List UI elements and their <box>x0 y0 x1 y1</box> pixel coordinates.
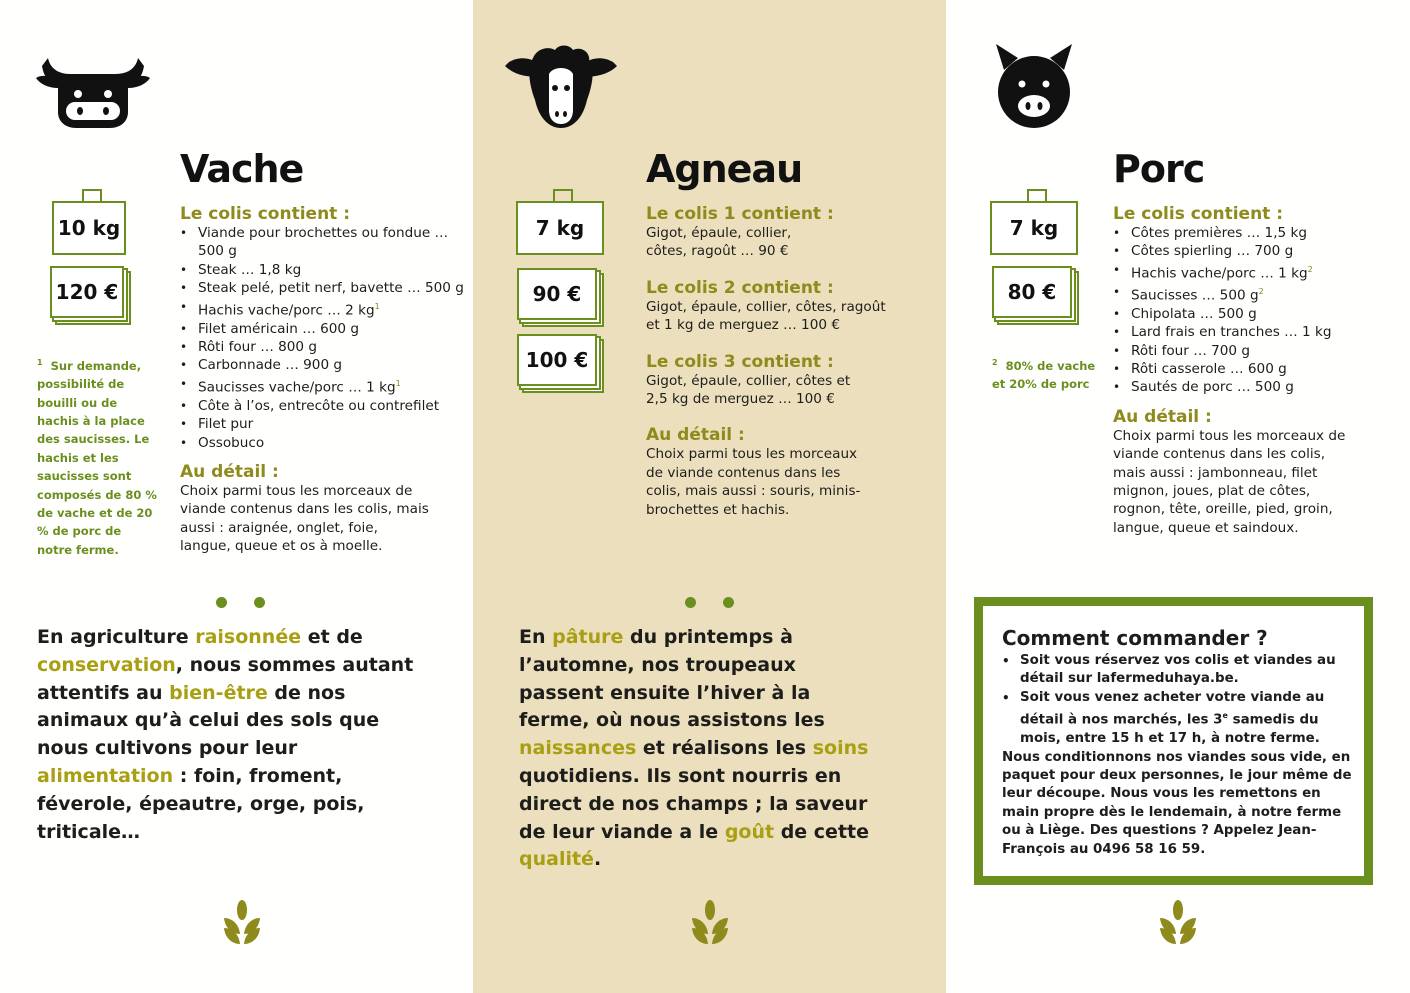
list-item: • Côtes premières … 1,5 kg <box>1113 224 1358 242</box>
lamb-price-stack <box>517 334 597 386</box>
pork-contents <box>1113 204 1358 537</box>
decor-dot <box>685 597 696 608</box>
lamb-colis2-text: Gigot, épaule, collier, côtes, ragoût et 1 kg de merguez … 100 € <box>646 298 886 334</box>
pork-title: Porc <box>1113 147 1205 191</box>
cow-price-stack <box>50 266 124 318</box>
decor-dot <box>216 597 227 608</box>
list-item: • Hachis vache/porc … 2 $kg^1$ <box>180 298 465 320</box>
cow-footnote <box>37 354 159 559</box>
text-pature: En pâture du printemps à l’automne, nos troupeaux passent ensuite l’hiver à la ferme, où nous assistons les naissances et réalisons les soins quotidiens. Ils sont nourris en direct de nos champs ; la saveur de leur viande a le goût de cette qualité. <box>519 626 869 871</box>
bag-handle-icon <box>553 189 573 203</box>
cow-weight: 10 kg <box>57 216 121 240</box>
list-item: • Filet pur <box>180 415 465 433</box>
list-item: • Saucisses … 500 $g^2$ <box>1113 283 1358 305</box>
bag-handle-icon <box>82 189 102 203</box>
list-item: • Steak pelé, petit nerf, bavette … 500 g <box>180 279 465 297</box>
order-bullet-1: • Soit vous réservez vos colis et viandes au détail sur lafermeduhaya.be. <box>1002 652 1352 689</box>
decor-dot <box>723 597 734 608</box>
text-agriculture: En agriculture raisonnée et de conservation, nous sommes autant attentifs au bien-être de nos animaux qu’à celui des sols que nous cultivons pour leur alimentation : foin, froment, féverole, épeautre, orge, pois, triticale… <box>37 626 414 843</box>
pig-icon <box>992 44 1076 130</box>
sheep-icon <box>499 44 623 130</box>
list-item: • Côtes spierling … 700 g <box>1113 242 1358 260</box>
pork-detail-text: Choix parmi tous les morceaux de viande contenus dans les colis, mais aussi : jambonneau, filet mignon, joues, plat de côtes, rognon, tête, oreille, pied, groin, langue, queue et saindoux. <box>1113 427 1346 536</box>
decor-dot <box>254 597 265 608</box>
order-text: Nous conditionnons nos viandes sous vide, en paquet pour deux personnes, le jour même de leur découpe. Nous vous les remettons en main propre dès le lendemain, à notre ferme ou à Liège. Des questions ? Appelez Jean-François au 0496 58 16 59. <box>1002 749 1352 857</box>
cow-footnote-mark: 1 <box>37 358 43 367</box>
cow-heading: Le colis contient : <box>180 204 351 224</box>
list-item: • Rôti four … 800 g <box>180 338 465 356</box>
cow-icon <box>36 54 150 130</box>
list-item: • Filet américain … 600 g <box>180 320 465 338</box>
cow-footnote-text: Sur demande, possibilité de bouilli ou de hachis à la place des saucisses. Le hachis et les saucisses sont composés de 80 % de vache et de 20 % de porc de notre ferme. <box>37 358 157 557</box>
list-item: • Côte à l’os, entrecôte ou contrefilet <box>180 397 465 415</box>
list-item: • Carbonnade … 900 g <box>180 356 465 374</box>
lamb-colis1-heading: Le colis 1 contient : <box>646 204 834 224</box>
cow-price: 120 € <box>55 280 119 304</box>
lamb-contents <box>646 204 906 519</box>
cow-detail-heading: Au détail : <box>180 461 279 482</box>
lamb-price-100: 100 € <box>525 348 589 372</box>
wheat-icon <box>1158 900 1198 944</box>
lamb-colis3-text: Gigot, épaule, collier, côtes et 2,5 kg de merguez … 100 € <box>646 372 851 408</box>
cow-title: Vache <box>180 147 304 191</box>
panel-lamb <box>473 0 946 993</box>
pork-price: 80 € <box>1007 280 1057 304</box>
lamb-weight-bag <box>516 201 604 255</box>
wheat-icon <box>690 900 730 944</box>
pork-weight-bag <box>990 201 1078 255</box>
list-item: • Chipolata … 500 g <box>1113 305 1358 323</box>
order-list <box>1002 652 1352 749</box>
panel-cow <box>0 0 473 993</box>
cow-item-list <box>180 224 465 452</box>
pork-footnote-mark: 2 <box>992 358 998 367</box>
cow-weight-bag <box>52 201 126 255</box>
wheat-icon <box>222 900 262 944</box>
list-item: • Steak … 1,8 kg <box>180 261 465 279</box>
lamb-detail-heading: Au détail : <box>646 425 745 446</box>
list-item: • Hachis vache/porc … 1 $kg^2$ <box>1113 261 1358 283</box>
order-bullet-2: • Soit vous venez acheter votre viande au détail à nos marchés, les 3e samedis du mois, entre 15 h et 17 h, à notre ferme. <box>1002 689 1352 749</box>
cow-contents <box>180 204 465 556</box>
bag-handle-icon <box>1027 189 1047 203</box>
list-item: • Lard frais en tranches … 1 kg <box>1113 323 1358 341</box>
list-item: • Sautés de porc … 500 g <box>1113 378 1358 396</box>
lamb-title: Agneau <box>646 147 803 191</box>
list-item: • Rôti four … 700 g <box>1113 342 1358 360</box>
list-item: • Saucisses vache/porc … 1 $kg^1$ <box>180 375 465 397</box>
pork-item-list <box>1113 224 1358 397</box>
list-item: • Viande pour brochettes ou fondue … 500 g <box>180 224 465 261</box>
pork-heading: Le colis contient : <box>1113 204 1284 224</box>
order-title: Comment commander ? <box>1002 626 1268 650</box>
pork-footnote <box>992 354 1102 394</box>
list-item: • Rôti casserole … 600 g <box>1113 360 1358 378</box>
lamb-detail-text: Choix parmi tous les morceaux de viande contenus dans les colis, mais aussi : souris, minis-brochettes et hachis. <box>646 446 861 518</box>
lamb-weight: 7 kg <box>535 216 585 240</box>
order-box <box>974 597 1373 885</box>
lamb-price-stack <box>517 268 597 320</box>
pork-weight: 7 kg <box>1009 216 1059 240</box>
pork-price-stack <box>992 266 1072 318</box>
list-item: • Ossobuco <box>180 434 465 452</box>
lamb-colis2-heading: Le colis 2 contient : <box>646 277 834 298</box>
lamb-colis1-text: Gigot, épaule, collier, côtes, ragoût … 90 € <box>646 225 792 260</box>
cow-detail-text: Choix parmi tous les morceaux de viande contenus dans les colis, mais aussi : araignée, onglet, foie, langue, queue et os à moelle. <box>180 482 429 555</box>
lamb-colis3-heading: Le colis 3 contient : <box>646 351 834 372</box>
pork-footnote-text: 80% de vache et 20% de porc <box>992 358 1096 392</box>
lamb-price-90: 90 € <box>532 282 582 306</box>
order-content <box>1002 626 1352 859</box>
pork-detail-heading: Au détail : <box>1113 406 1212 427</box>
